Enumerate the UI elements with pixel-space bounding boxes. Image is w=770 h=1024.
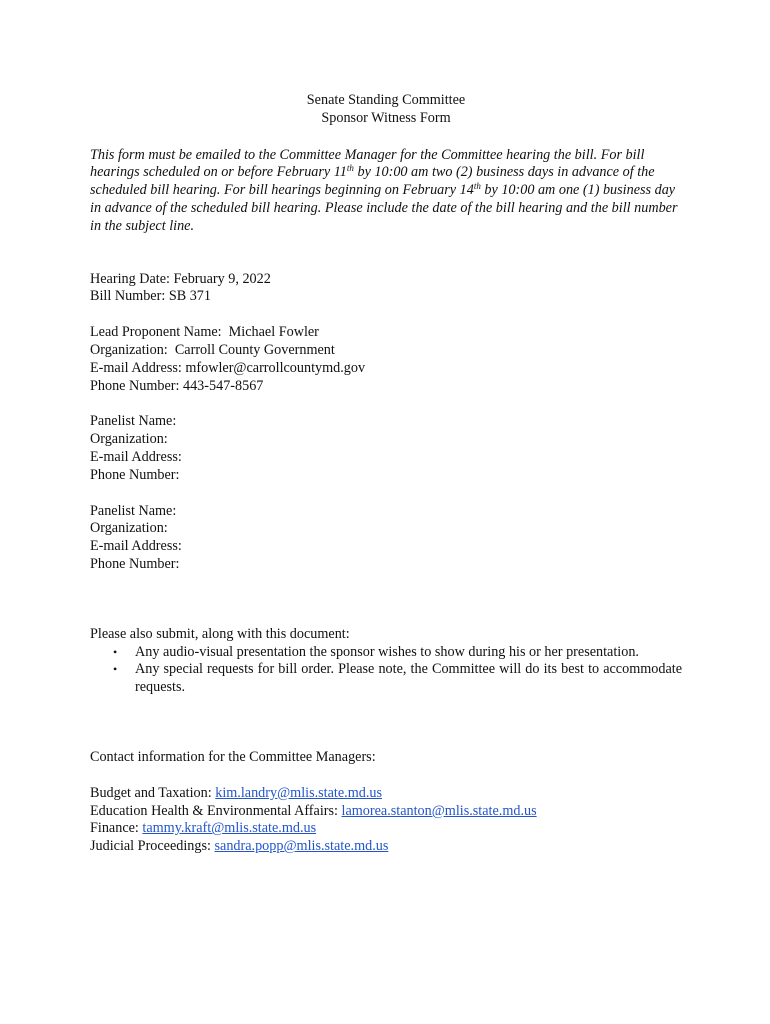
committee-title: Senate Standing Committee: [306, 92, 466, 108]
panelist-block: [90, 413, 682, 484]
contact-education-health: [90, 803, 682, 821]
panelist-phone: Phone Number:: [90, 555, 180, 572]
ordinal-suffix: th: [473, 181, 481, 192]
email-link[interactable]: lamorea.stanton@mlis.state.md.us: [341, 802, 537, 819]
bullet-icon: •: [113, 662, 118, 677]
list-item-text: Any audio-visual presentation the sponsor wishes to show during his or her presentation.: [135, 643, 639, 660]
form-title: [90, 92, 682, 128]
panelist-name: Panelist Name:: [90, 413, 177, 430]
list-item: [90, 644, 682, 662]
bullet-icon: •: [113, 644, 118, 659]
contact-label: Budget and Taxation:: [90, 784, 216, 801]
hearing-date: Hearing Date: February 9, 2022: [90, 270, 271, 287]
instructions-text-2: by 10:00 am two (2) business days in advance of the scheduled bill hearing. For bill hearings beginning on February 14: [90, 164, 655, 199]
panelist-email: E-mail Address:: [90, 538, 182, 555]
instructions-text-1: This form must be emailed to the Committee Manager for the Committee hearing the bill. For bill hearings scheduled on or before February 11: [90, 146, 645, 181]
panelist-phone: Phone Number:: [90, 466, 180, 483]
panelist-organization: Organization:: [90, 520, 168, 537]
lead-proponent-block: [90, 324, 682, 395]
instructions-paragraph: [90, 147, 682, 236]
document-page: [90, 92, 682, 856]
contacts-section: [90, 749, 682, 767]
list-item-text: Any special requests for bill order. Please note, the Committee will do its best to accommodate requests.: [135, 661, 682, 696]
contact-label: Finance:: [90, 820, 143, 837]
hearing-info: [90, 271, 682, 307]
panelist-organization: Organization:: [90, 431, 168, 448]
list-item: [90, 661, 682, 697]
contact-budget-taxation: [90, 785, 682, 803]
submit-section: [90, 626, 682, 697]
form-name: Sponsor Witness Form: [321, 109, 451, 126]
lead-email: E-mail Address: mfowler@carrollcountymd.gov: [90, 359, 366, 376]
contact-finance: [90, 820, 682, 838]
email-link[interactable]: tammy.kraft@mlis.state.md.us: [142, 820, 317, 837]
contacts-intro: Contact information for the Committee Managers:: [90, 748, 376, 765]
submit-intro: Please also submit, along with this document:: [90, 625, 350, 642]
bill-number: Bill Number: SB 371: [90, 288, 211, 305]
panelist-block: [90, 503, 682, 574]
contact-label: Education Health & Environmental Affairs:: [90, 802, 342, 819]
lead-proponent-name: Lead Proponent Name: Michael Fowler: [90, 324, 319, 341]
instructions-text-3: by 10:00 am one (1) business day in advance of the scheduled bill hearing. Please include the date of the bill hearing and the bill number in the subject line.: [90, 182, 678, 234]
panelist-email: E-mail Address:: [90, 448, 182, 465]
lead-organization: Organization: Carroll County Government: [90, 341, 335, 358]
submit-list: [90, 644, 682, 697]
email-link[interactable]: kim.landry@mlis.state.md.us: [215, 784, 382, 801]
contact-label: Judicial Proceedings:: [90, 838, 215, 855]
contact-judicial-proceedings: [90, 838, 682, 856]
ordinal-suffix: th: [346, 163, 354, 174]
email-link[interactable]: sandra.popp@mlis.state.md.us: [214, 838, 389, 855]
contacts-list: [90, 785, 682, 856]
panelist-name: Panelist Name:: [90, 502, 177, 519]
lead-phone: Phone Number: 443-547-8567: [90, 377, 264, 394]
